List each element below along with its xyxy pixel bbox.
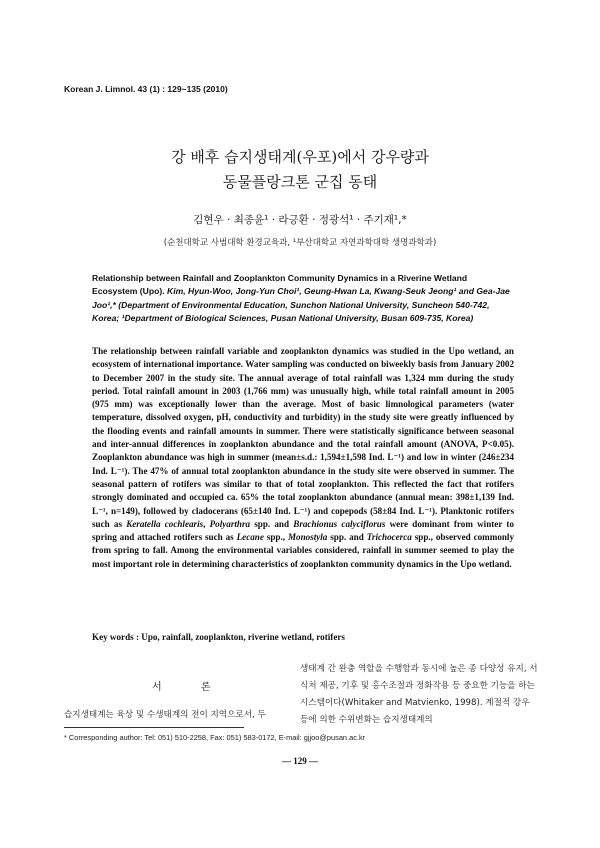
body-text-left-column: 습지생태계는 육상 및 수생태계의 전이 지역으로서, 두 <box>64 710 266 720</box>
corresponding-author-footnote: * Corresponding author: Tel: 051) 510-2258, Fax: 051) 583-0172, E-mail: gjjoo@pusan.ac.kr <box>64 733 366 742</box>
species-trichocerca: Trichocerca <box>366 532 412 543</box>
abstract-text-7: spp., observed commonly from spring to fall. Among the environmental variables considered, rainfall in summer seemed to play the most important role in determining characteristics of zooplankton community dynamics in the Upo wetland. <box>92 532 515 569</box>
authors-korean: 김현우 · 최종윤¹ · 라긍환 · 정광석¹ · 주기재¹,* <box>193 214 407 226</box>
abstract-text-6: spp. and <box>327 532 367 543</box>
title-korean-line2: 동물플랑크톤 군집 동태 <box>222 173 378 191</box>
journal-reference: Korean J. Limnol. 43 (1) : 129~135 (2010) <box>64 84 228 94</box>
affiliation-english: (Department of Environmental Education, Sunchon National University, Suncheon 540-742, Korea; ¹Department of Biological Sciences, Pusan National University, Busan 609-735, Korea) <box>92 299 490 324</box>
abstract-text-2: , <box>203 518 210 529</box>
keywords: Key words : Upo, rainfall, zooplankton, riverine wetland, rotifers <box>92 632 345 642</box>
abstract-text-5: spp., <box>263 532 288 543</box>
abstract-text-1: The relationship between rainfall variable and zooplankton dynamics was studied in the Upo wetland, an ecosystem of international importance. Water sampling was conducted on biweekly basis from January 2002 to December 2007 in the study site. The annual average of total rainfall was 1,324 mm during the study period. Total rainfall amount in 2003 (1,766 mm) was unusually high, while total rainfall amount in 2005 (975 mm) was exceptionally lower than the average. Most of basic limnological parameters (water temperature, dissolved oxygen, pH, conductivity and turbidity) in the study site were greatly influenced by the flooding events and rainfall amounts in summer. There were statistically significance between seasonal and inter-annual differences in zooplankton abundance and the total rainfall amount (ANOVA, P<0.05). Zooplankton abundance was high in summer (mean±s.d.: 1,594±1,598 Ind. L⁻¹) and low in winter (246±234 Ind. L⁻¹). The 47% of annual total zooplankton abundance in the study site were observed in summer. The seasonal pattern of rotifers was similar to that of total zooplankton. This reflected the fact that rotifers strongly dominated and occupied ca. 65% the total zooplankton abundance (annual mean: 398±1,139 Ind. L⁻¹, n=149), followed by cladocerans (65±140 Ind. L⁻¹) and copepods (58±84 Ind. L⁻¹). Planktonic rotifers such as <box>92 346 514 529</box>
species-keratella: Keratella cochlearis <box>126 518 204 529</box>
authors-english: Kim, Hyun-Woo, Jong-Yun Choi¹, Geung-Hwan La, Kwang-Seuk Jeong¹ and Gea-Jae Joo¹,* <box>92 286 510 310</box>
species-lecane: Lecane <box>236 532 264 543</box>
species-monostyla: Monostyla <box>287 532 328 543</box>
species-brachionus: Brachionus calyciflorus <box>293 518 386 529</box>
abstract <box>92 345 514 571</box>
affiliation-korean: (순천대학교 사범대학 환경교육과, ¹부산대학교 자연과학대학 생명과학과) <box>163 238 437 248</box>
abstract-text-3: spp. and <box>250 518 294 529</box>
species-polyarthra: Polyarthra <box>209 518 251 529</box>
title-korean-line1: 강 배후 습지생태계(우포)에서 강우량과 <box>171 148 429 166</box>
footnote-divider <box>64 727 244 728</box>
body-text-right-column: 생태계 간 완충 역할을 수행함과 동시에 높은 종 다양성 유지, 서식처 제공, 기후 및 홍수조절과 정화작용 등 중요한 기능을 하는 시스템이다(Whitaker and Matvienko, 1998). 계절적 강우 등에 의한 수위변화는 습지생태계의 <box>300 664 538 725</box>
title-english: Relationship between Rainfall and Zooplankton Community Dynamics in a Riverine Wetland Ecosystem (Upo). <box>92 273 468 297</box>
section-heading-introduction: 서 론 <box>152 682 229 693</box>
abstract-text-4: were dominant from winter to spring and attached rotifers such as <box>92 518 514 543</box>
page-number: — 129 — <box>282 756 318 766</box>
english-title-block <box>92 272 514 326</box>
